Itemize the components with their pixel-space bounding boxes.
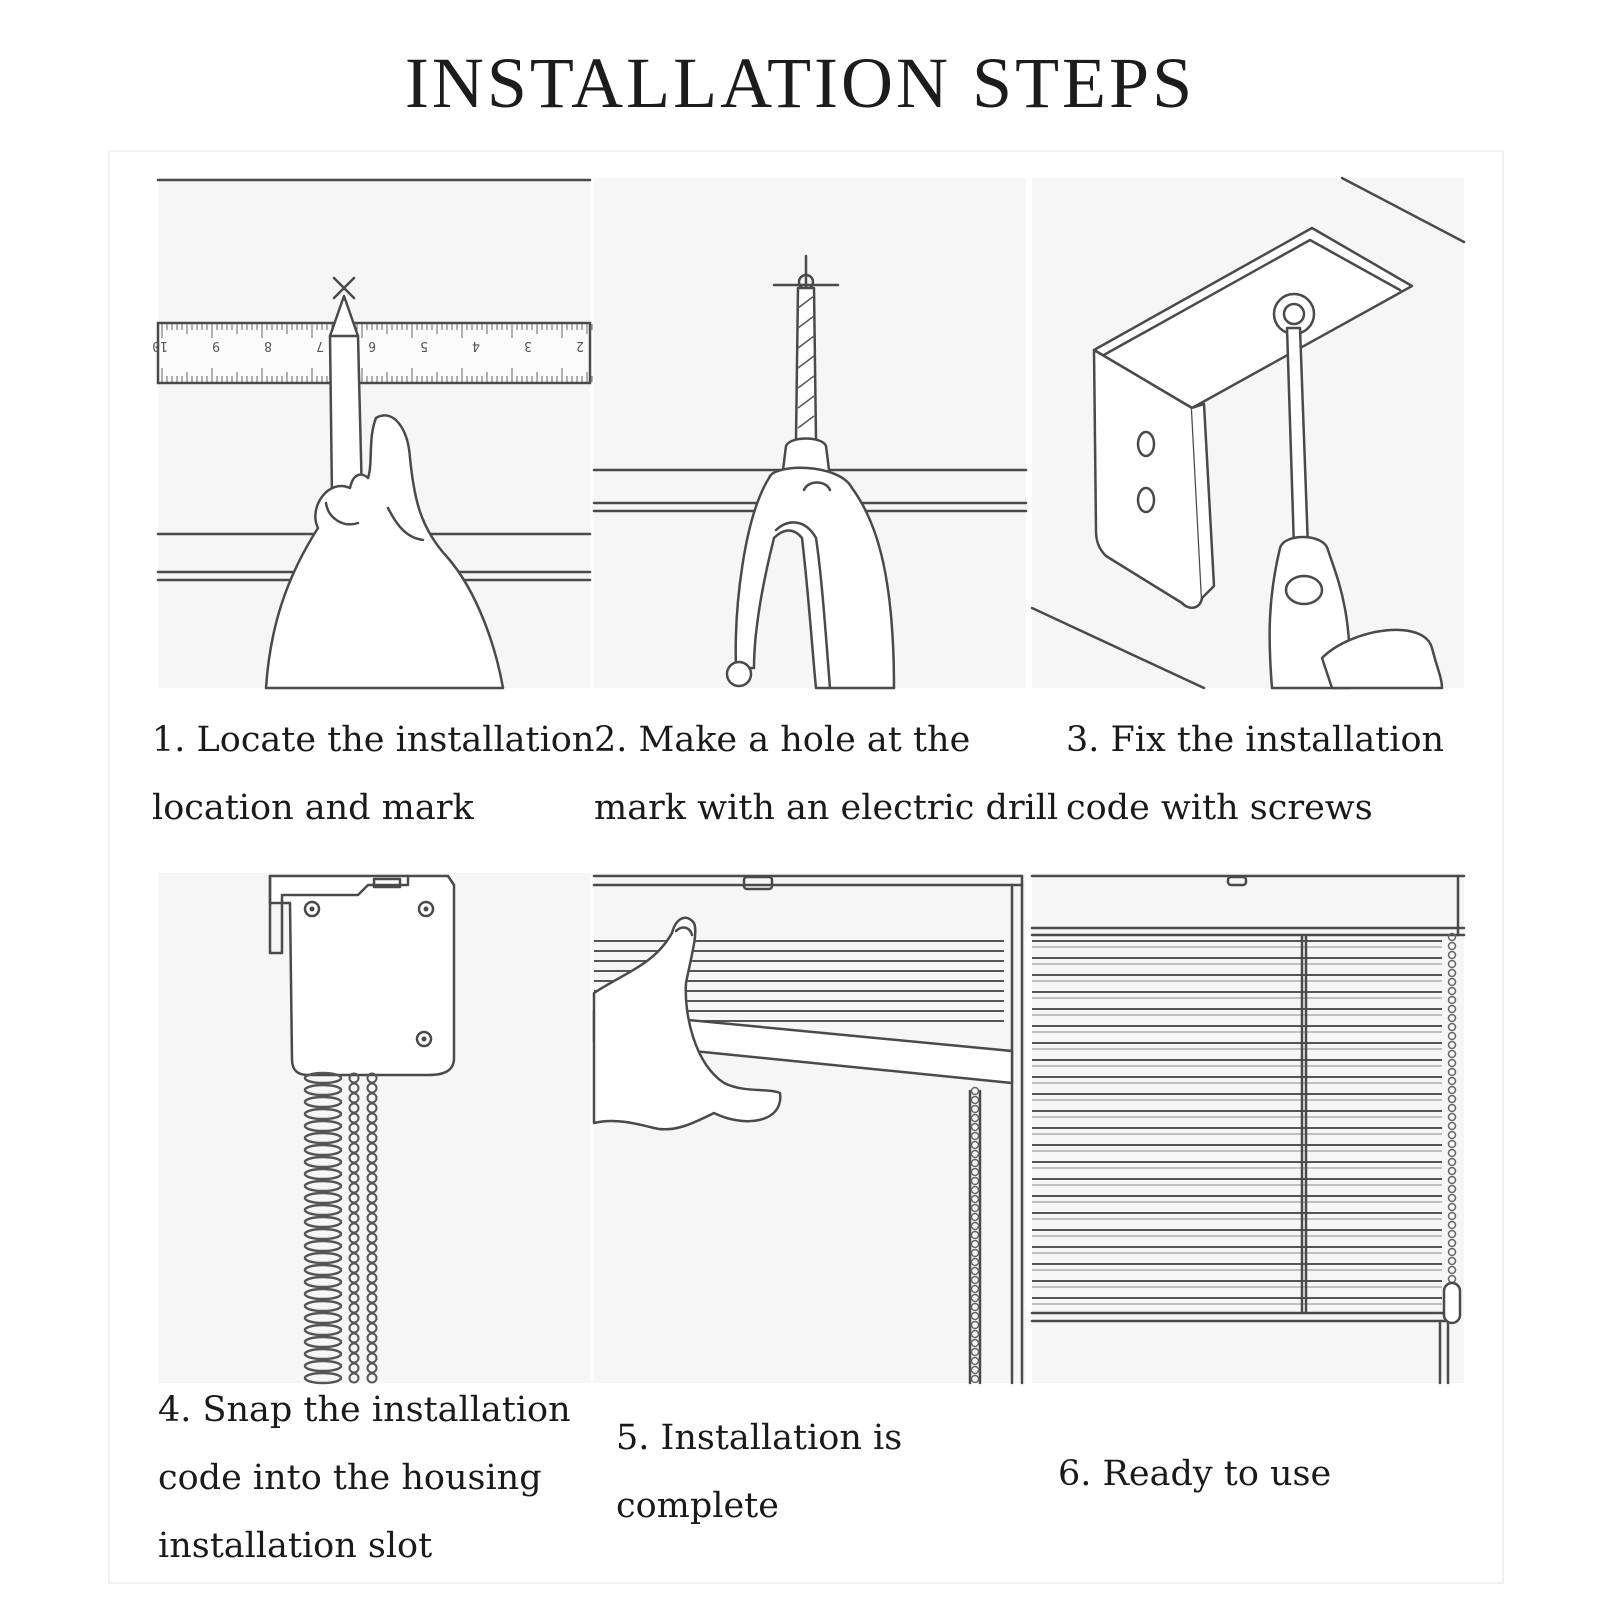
step-2-illustration <box>594 178 1026 688</box>
step-3-line-2: code with screws <box>1066 788 1373 828</box>
step-1-line-2: location and mark <box>152 788 474 828</box>
step-3-caption <box>1066 706 1444 842</box>
ruler-number: 3 <box>524 338 532 353</box>
ruler-number: 2 <box>576 338 584 353</box>
housing-chain-icon <box>158 873 590 1383</box>
page-title: INSTALLATION STEPS <box>404 43 1196 123</box>
blinds-icon <box>1032 873 1464 1383</box>
ruler-number: 9 <box>212 338 220 353</box>
step-6-illustration <box>1032 873 1464 1383</box>
step-5-illustration <box>594 873 1026 1383</box>
step-1-illustration <box>152 178 590 688</box>
step-5-line-2: complete <box>616 1486 779 1526</box>
ruler-number: 8 <box>264 338 272 353</box>
hand-blind-icon <box>594 873 1026 1383</box>
step-4-line-2: code into the housing <box>158 1458 542 1498</box>
step-4-caption <box>158 1376 571 1580</box>
pencil-ruler-icon <box>152 178 590 688</box>
ruler-number: 5 <box>420 338 428 353</box>
ruler-number: 7 <box>316 338 324 353</box>
step-4-line-3: installation slot <box>158 1526 433 1566</box>
screwdriver-bracket-icon <box>1032 178 1464 688</box>
step-3-line-1: 3. Fix the installation <box>1066 720 1445 760</box>
step-2-caption <box>594 706 1058 842</box>
step-6-caption <box>1058 1440 1331 1508</box>
step-3-illustration <box>1032 178 1464 688</box>
step-2-line-2: mark with an electric drill <box>594 788 1059 828</box>
step-5-line-1: 5. Installation is <box>616 1418 903 1458</box>
ruler-number: 6 <box>368 338 376 353</box>
step-1-line-1: 1. Locate the installation <box>152 720 595 760</box>
electric-drill-icon <box>594 178 1026 688</box>
step-2-line-1: 2. Make a hole at the <box>594 720 971 760</box>
ruler-number: 10 <box>152 338 168 353</box>
step-4-illustration <box>158 873 590 1383</box>
step-4-line-1: 4. Snap the installation <box>158 1390 571 1430</box>
step-6-line-1: 6. Ready to use <box>1058 1454 1332 1494</box>
ruler-number: 4 <box>472 338 480 353</box>
step-5-caption <box>616 1404 902 1540</box>
step-1-caption <box>152 706 594 842</box>
